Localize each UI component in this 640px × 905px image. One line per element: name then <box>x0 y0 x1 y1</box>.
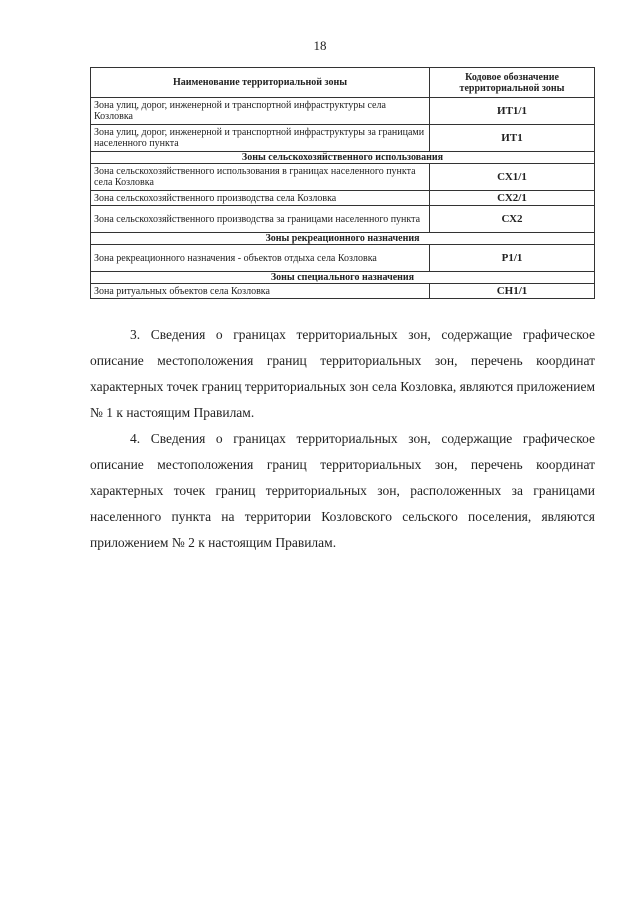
paragraph-3: 3. Сведения о границах территориальных зон, содержащие графическое описание местоположения границ территориальных зон, перечень координат характерных точек границ территориальных зон села Козловка, являются приложением № 1 к настоящим Правилам. <box>90 327 596 420</box>
zone-name-cell: Зона сельскохозяйственного производства села Козловка <box>91 191 430 206</box>
table-row <box>91 98 595 125</box>
zone-name-cell: Зона сельскохозяйственного использования в границах населенного пункта села Козловка <box>91 164 430 191</box>
zone-name-cell: Зона улиц, дорог, инженерной и транспортной инфраструктуры села Козловка <box>91 98 430 125</box>
header-zone-code: Кодовое обозначение территориальной зоны <box>430 68 595 98</box>
zone-code-cell: СХ2/1 <box>430 191 595 206</box>
section-title: Зоны рекреационного назначения <box>91 233 595 245</box>
zones-table <box>90 67 595 299</box>
table-row <box>91 245 595 272</box>
zone-code-cell: СН1/1 <box>430 284 595 299</box>
table-row <box>91 164 595 191</box>
table-row <box>91 125 595 152</box>
table-row <box>91 206 595 233</box>
table-header-row <box>91 68 595 98</box>
section-row <box>91 152 595 164</box>
zone-code-cell: СХ1/1 <box>430 164 595 191</box>
zone-name-cell: Зона улиц, дорог, инженерной и транспортной инфраструктуры за границами населенного пункта <box>91 125 430 152</box>
zone-code-cell: Р1/1 <box>430 245 595 272</box>
paragraph-4: 4. Сведения о границах территориальных зон, содержащие графическое описание местоположения границ территориальных зон, перечень координат характерных точек границ территориальных зон, расположенных за границами населенного пункта на территории Козловского сельского поселения, являются приложением № 2 к настоящим Правилам. <box>90 431 595 550</box>
table-row <box>91 284 595 299</box>
zone-name-cell: Зона сельскохозяйственного производства за границами населенного пункта <box>91 206 430 233</box>
zone-code-cell: ИТ1/1 <box>430 98 595 125</box>
section-row <box>91 272 595 284</box>
zone-name-cell: Зона рекреационного назначения - объектов отдыха села Козловка <box>91 245 430 272</box>
section-row <box>91 233 595 245</box>
section-title: Зоны специального назначения <box>91 272 595 284</box>
table-row <box>91 191 595 206</box>
header-zone-name: Наименование территориальной зоны <box>91 68 430 98</box>
zone-code-cell: ИТ1 <box>430 125 595 152</box>
zone-name-cell: Зона ритуальных объектов села Козловка <box>91 284 430 299</box>
section-title: Зоны сельскохозяйственного использования <box>91 152 595 164</box>
page-number: 18 <box>313 38 327 53</box>
zone-code-cell: СХ2 <box>430 206 595 233</box>
